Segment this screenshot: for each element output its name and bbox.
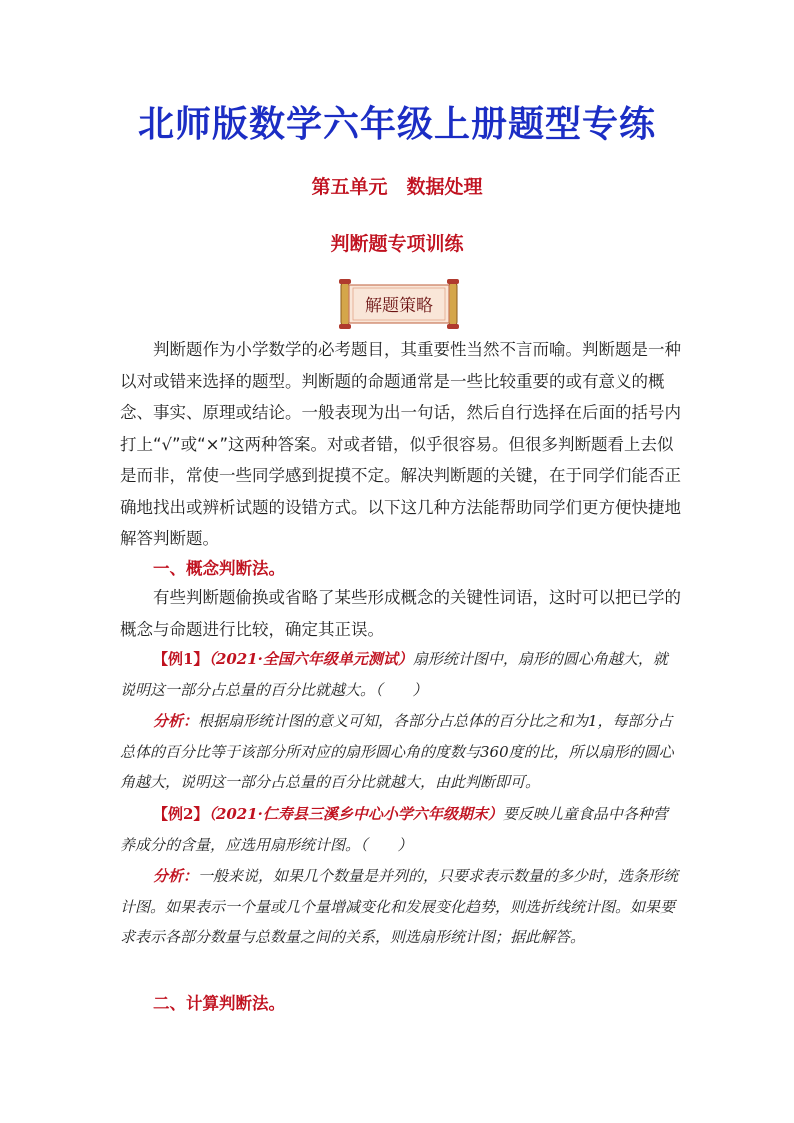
analysis-label: 分析： [153, 712, 199, 730]
example-2-source: （2021·仁寿县三溪乡中心小学六年级期末） [208, 805, 503, 823]
example-1-analysis-text: 根据扇形统计图的意义可知，各部分占总体的百分比之和为1，每部分占总体的百分比等于该部分所对应的扇形圆心角的度数与360度的比，所以扇形的圆心角越大，说明这一部分占总量的百分比就越大，由此判断即可。 [120, 712, 674, 791]
strategy-banner [335, 278, 463, 330]
banner-label: 解题策略 [365, 296, 433, 316]
intro-paragraph: 判断题作为小学数学的必考题目，其重要性当然不言而喻。判断题是一种以对或错来选择的题型。判断题的命题通常是一些比较重要的或有意义的概念、事实、原理或结论。一般表现为出一句话，然后自行选择在后面的括号内打上“√”或“×”这两种答案。对或者错，似乎很容易。但很多判断题看上去似是而非，常使一些同学感到捉摸不定。解决判断题的关键，在于同学们能否正确地找出或辨析试题的设错方式。以下这几种方法能帮助同学们更方便快捷地解答判断题。 [120, 340, 681, 548]
section-heading-calculation: 二、计算判断法。 [153, 994, 285, 1013]
section-subtitle: 判断题专项训练 [330, 233, 464, 255]
example-2 [120, 799, 680, 860]
example-1-question: 扇形统计图中，扇形的圆心角越大，就说明这一部分占总量的百分比就越大。（ ） [120, 650, 668, 699]
example-1-tag: 【例1】 [153, 650, 209, 668]
concept-paragraph: 有些判断题偷换或省略了某些形成概念的关键性词语，这时可以把已学的概念与命题进行比较，确定其正误。 [120, 588, 681, 639]
section-heading-concept: 一、概念判断法。 [153, 559, 285, 578]
example-1 [120, 644, 680, 705]
example-2-analysis-text: 一般来说，如果几个数量是并列的，只要求表示数量的多少时，选条形统计图。如果表示一个量或几个量增减变化和发展变化趋势，则选折线统计图。如果要求表示各部分数量与总数量之间的关系，则选扇形统计图；据此解答。 [120, 867, 679, 946]
example-2-question: 要反映儿童食品中各种营养成分的含量，应选用扇形统计图。（ ） [120, 805, 668, 854]
example-2-tag: 【例2】 [153, 805, 209, 823]
example-1-source: （2021·全国六年级单元测试） [208, 650, 413, 668]
example-1-analysis [120, 706, 680, 798]
unit-title: 第五单元 数据处理 [311, 176, 483, 198]
page-title: 北师版数学六年级上册题型专练 [137, 103, 656, 145]
example-2-analysis [120, 861, 680, 953]
analysis-label: 分析： [153, 867, 199, 885]
